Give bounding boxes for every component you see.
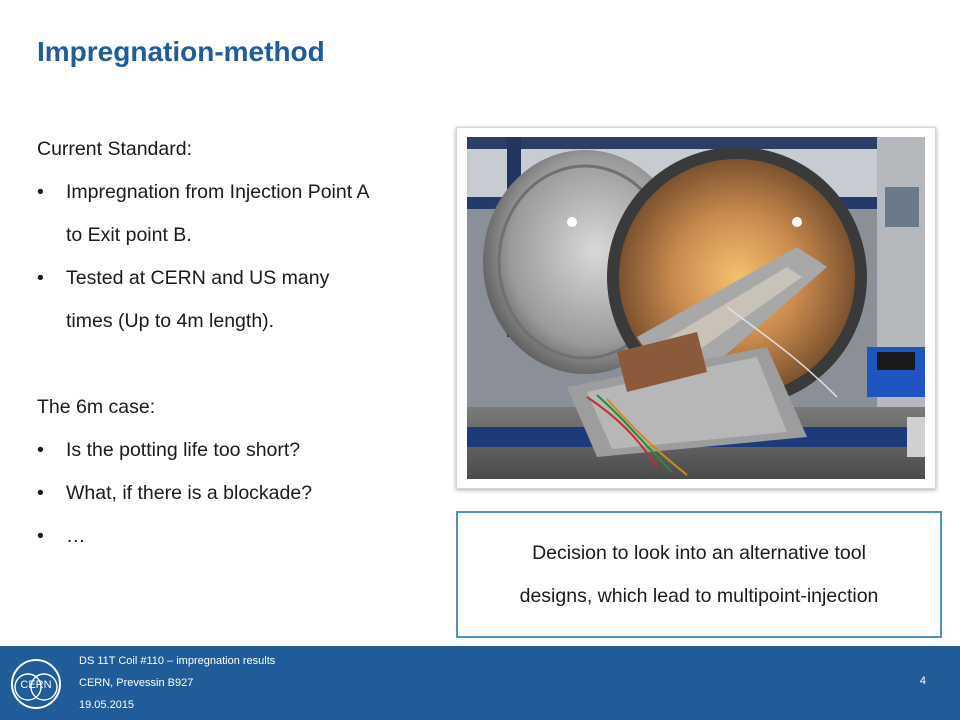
- footer-location: CERN, Prevessin B927: [79, 677, 194, 689]
- spacer: [37, 349, 457, 392]
- footer-info: [79, 652, 275, 718]
- bullet-item: [37, 435, 457, 478]
- decision-text-line: designs, which lead to multipoint-injection: [519, 584, 879, 607]
- slide-body: [37, 134, 457, 564]
- footer-presentation-title: DS 11T Coil #110 – impregnation results: [79, 655, 276, 667]
- bullet-marker: •: [37, 181, 44, 203]
- decision-text-line: Decision to look into an alternative tool: [532, 541, 866, 564]
- bullet-continuation: to Exit point B.: [66, 224, 192, 246]
- slide-title: Impregnation-method: [37, 36, 325, 67]
- bullet-text: Is the potting life too short?: [66, 439, 301, 461]
- bullet-item: [37, 478, 457, 521]
- bullet-item: [37, 177, 457, 220]
- logo-label: CERN: [20, 679, 52, 691]
- bullet-marker: •: [37, 267, 44, 289]
- bullet-item: [37, 521, 457, 564]
- bullet-marker: •: [37, 525, 44, 547]
- bullet-text: …: [66, 525, 86, 547]
- bullet-text: Tested at CERN and US many: [66, 267, 330, 289]
- bullet-marker: •: [37, 439, 44, 461]
- bullet-text: Impregnation from Injection Point A: [66, 181, 370, 203]
- bullet-marker: •: [37, 482, 44, 504]
- decision-box: [456, 511, 942, 638]
- footer-date: 19.05.2015: [79, 699, 135, 711]
- autoclave-photo: [467, 137, 925, 479]
- page-number: 4: [919, 675, 926, 687]
- section-heading-current-standard: Current Standard:: [37, 138, 193, 160]
- section-heading-6m-case: The 6m case:: [37, 396, 156, 418]
- slide-footer: [0, 646, 960, 720]
- bullet-item: [37, 263, 457, 306]
- photo-frame: [456, 127, 936, 489]
- bullet-text: What, if there is a blockade?: [66, 482, 313, 504]
- bullet-continuation: times (Up to 4m length).: [66, 310, 275, 332]
- cern-logo-icon: [9, 657, 63, 711]
